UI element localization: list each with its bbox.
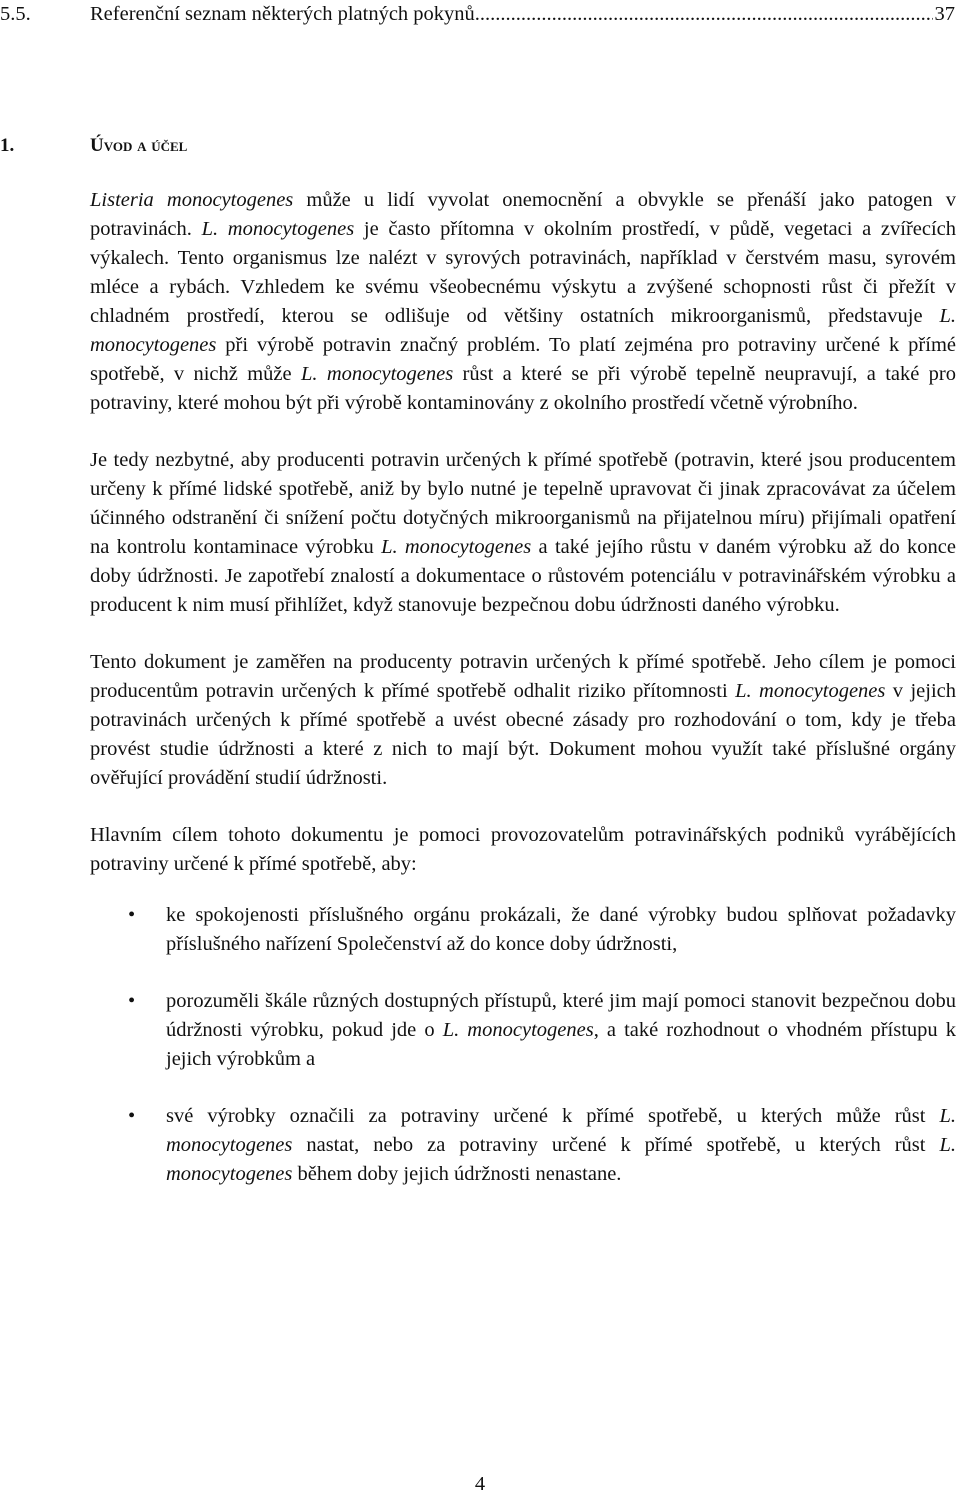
text-run: během doby jejich údržnosti nenastane. bbox=[292, 1163, 622, 1185]
section-number: 1. bbox=[0, 135, 15, 156]
paragraph-producers bbox=[90, 446, 956, 620]
toc-title: Referenční seznam některých platných pokynů bbox=[90, 3, 475, 25]
toc-number: 5.5. bbox=[0, 3, 31, 25]
section-heading bbox=[0, 131, 187, 160]
species-name: L. monocytogenes bbox=[300, 363, 454, 385]
species-name: L. monocytogenes bbox=[90, 305, 956, 356]
bullet-icon: • bbox=[128, 990, 136, 1012]
toc-page-number: 37 bbox=[934, 3, 955, 25]
toc-leader-dots bbox=[475, 0, 933, 29]
species-name: L. monocytogenes bbox=[201, 218, 355, 240]
text-run: ke spokojenosti příslušného orgánu prokázali, že dané výrobky budou splňovat požadavky příslušného nařízení Společenství až do konce doby údržnosti, bbox=[166, 904, 956, 955]
bullet-icon: • bbox=[128, 904, 136, 926]
text-run: své výrobky označili za potraviny určené k přímé spotřebě, u kterých může růst bbox=[166, 1105, 940, 1127]
text-run: je často přítomna v okolním prostředí, v půdě, vegetaci a zvířecích výkalech. Tento organismus lze nalézt v syrových potravinách, například v čerstvém masu, syrovém mléce a rybách. Vzhledem ke svému všeobecnému výskytu a zvýšené schopnosti růst či přežít v chladném prostředí, kterou se odlišuje od většiny ostatních mikroorganismů, představuje bbox=[90, 218, 957, 327]
text-run: Tento dokument je zaměřen na producenty potravin určených k přímé spotřebě. Jeho cílem je pomoci producentům potravin určených k přímé spotřebě odhalit riziko přítomnosti bbox=[90, 651, 956, 702]
list-item bbox=[90, 987, 956, 1074]
text-run: porozuměli škále různých dostupných přístupů, které jim mají pomoci stanovit bezpečnou dobu údržnosti výrobku, pokud jde o bbox=[166, 990, 956, 1041]
text-run: v jejich potravinách určených k přímé spotřebě a uvést obecné zásady pro rozhodování o tom, kdy je třeba provést studie údržnosti a které z nich to mají být. Dokument mohou využít také příslušné orgány ověřující provádění studií údržnosti. bbox=[90, 680, 956, 789]
paragraph-purpose bbox=[90, 648, 956, 793]
document-body bbox=[90, 186, 956, 1217]
text-run: nastat, nebo za potraviny určené k přímé spotřebě, u kterých růst bbox=[292, 1134, 940, 1156]
species-name: L. monocytogenes bbox=[166, 1105, 956, 1156]
species-name: Listeria monocytogenes bbox=[90, 189, 294, 211]
list-item bbox=[90, 901, 956, 959]
bullet-icon: • bbox=[128, 1105, 136, 1127]
section-title: Úvod a účel bbox=[90, 135, 188, 156]
species-name: L. monocytogenes bbox=[381, 536, 532, 558]
species-name: L. monocytogenes bbox=[735, 680, 886, 702]
species-name: L. monocytogenes bbox=[166, 1134, 956, 1185]
text-run: , a také rozhodnout o vhodném přístupu k jejich výrobkům a bbox=[166, 1019, 956, 1070]
text-run: při výrobě potravin značný problém. To platí zejména pro potraviny určené k přímé spotřebě, v nichž může bbox=[90, 334, 956, 385]
page-number: 4 bbox=[474, 1473, 486, 1495]
text-run: Je tedy nezbytné, aby producenti potravin určených k přímé spotřebě (potravin, které jsou producentem určeny k přímé lidské spotřebě, aniž by bylo nutné je tepelně upravovat či jinak zpracovávat za účelem účinného odstranění či snížení počtu dotyčných mikroorganismů na přijatelnou míru) přijímali opatření na kontrolu kontaminace výrobku bbox=[90, 449, 956, 558]
goal-list bbox=[90, 901, 956, 1189]
text-run: může u lidí vyvolat onemocnění a obvykle se přenáší jako patogen v potravinách. bbox=[90, 189, 957, 240]
text-run: Hlavním cílem tohoto dokumentu je pomoci provozovatelům potravinářských podniků vyrábějících potraviny určené k přímé spotřebě, aby: bbox=[90, 824, 956, 875]
text-run: a také jejího růstu v daném výrobku až do konce doby údržnosti. Je zapotřebí znalostí a dokumentace o růstovém potenciálu v potravinářském výrobku a producent k nim musí přihlížet, když stanovuje bezpečnou dobu údržnosti daného výrobku. bbox=[90, 536, 956, 616]
text-run: růst a které se při výrobě tepelně neupravují, a také pro potraviny, které mohou být při výrobě kontaminovány z okolního prostředí včetně výrobního. bbox=[90, 363, 957, 414]
paragraph-main-goal bbox=[90, 821, 956, 879]
list-item bbox=[90, 1102, 956, 1189]
paragraph-intro bbox=[90, 186, 956, 418]
species-name: L. monocytogenes bbox=[442, 1019, 594, 1041]
toc-entry bbox=[0, 0, 955, 29]
